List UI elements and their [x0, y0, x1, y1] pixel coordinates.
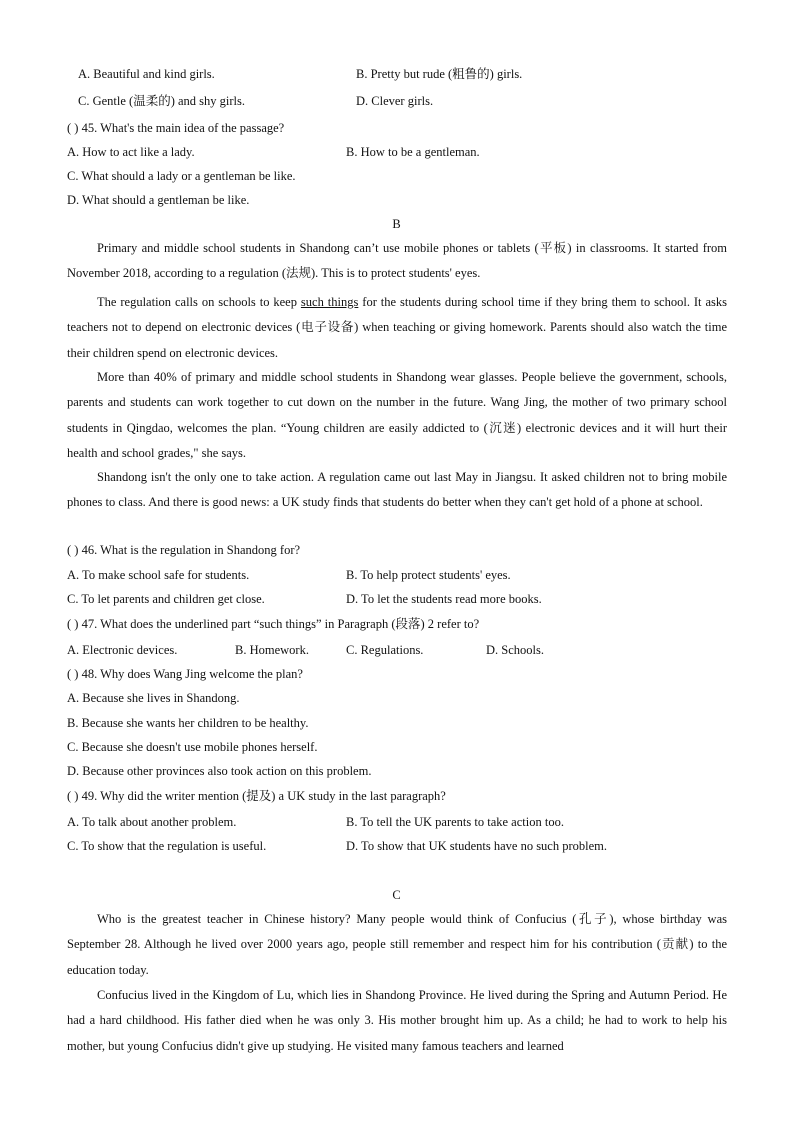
section-b-paragraph-2: The regulation calls on schools to keep such things for the students during school time if they bring them to school. It asks teachers not to depend on electronic devices (电子设备) when teaching or giving homework. Parents should also watch the time their children spend on electronic devices.: [67, 295, 727, 360]
q47-stem: ( ) 47. What does the underlined part “such things” in Paragraph (段落) 2 refer to?: [67, 617, 480, 631]
q48-option-b: B. Because she wants her children to be healthy.: [67, 716, 309, 730]
q49-option-c: C. To show that the regulation is useful.: [67, 839, 267, 853]
section-c-paragraph-1: Who is the greatest teacher in Chinese history? Many people would think of Confucius (孔子), whose birthday was September 28. Although he lived over 2000 years ago, people still remember and respect him for his contribution (贡献) to the education today.: [67, 912, 727, 977]
section-c-paragraph-2: Confucius lived in the Kingdom of Lu, which lies in Shandong Province. He lived during the Spring and Autumn Period. He had a hard childhood. His father died when he was only 3. His mother brought him up. As a child; he had to work to help his mother, but young Confucius didn't give up studying. He visited many famous teachers and learned: [67, 988, 727, 1053]
section-b-paragraph-3: More than 40% of primary and middle school students in Shandong wear glasses. People believe the government, schools, parents and students can work together to cut down on the number in the future. Wang Jing, the mother of two primary school students in Qingdao, welcomes the plan. “Young children are easily addicted to (沉迷) electronic devices and it will hurt their health and school grades," she says.: [67, 370, 727, 460]
q44-option-c: C. Gentle (温柔的) and shy girls.: [78, 94, 245, 108]
underlined-such-things: such things: [300, 295, 359, 309]
q47-option-b: B. Homework.: [235, 643, 309, 657]
section-c-heading: C: [392, 888, 401, 902]
q45-option-a: A. How to act like a lady.: [67, 145, 195, 159]
q49-option-b: B. To tell the UK parents to take action too.: [346, 815, 564, 829]
q44-option-b: B. Pretty but rude (粗鲁的) girls.: [356, 67, 523, 81]
q47-option-c: C. Regulations.: [346, 643, 424, 657]
q44-option-a: A. Beautiful and kind girls.: [78, 67, 215, 81]
q45-option-d: D. What should a gentleman be like.: [67, 193, 250, 207]
q45-option-c: C. What should a lady or a gentleman be like.: [67, 169, 296, 183]
section-b-heading: B: [392, 217, 401, 231]
q46-stem: ( ) 46. What is the regulation in Shandong for?: [67, 543, 301, 557]
q46-option-b: B. To help protect students' eyes.: [346, 568, 511, 582]
q45-stem: ( ) 45. What's the main idea of the passage?: [67, 121, 285, 135]
q46-option-c: C. To let parents and children get close.: [67, 592, 265, 606]
q49-option-a: A. To talk about another problem.: [67, 815, 237, 829]
q49-stem: ( ) 49. Why did the writer mention (提及) a UK study in the last paragraph?: [67, 789, 446, 803]
q48-option-c: C. Because she doesn't use mobile phones herself.: [67, 740, 318, 754]
q47-option-a: A. Electronic devices.: [67, 643, 178, 657]
q49-option-d: D. To show that UK students have no such problem.: [346, 839, 608, 853]
q46-option-a: A. To make school safe for students.: [67, 568, 250, 582]
q48-option-a: A. Because she lives in Shandong.: [67, 691, 240, 705]
q47-option-d: D. Schools.: [486, 643, 544, 657]
q48-option-d: D. Because other provinces also took action on this problem.: [67, 764, 372, 778]
section-b-paragraph-1: Primary and middle school students in Shandong can’t use mobile phones or tablets (平板) in classrooms. It started from November 2018, according to a regulation (法规). This is to protect students' eyes.: [67, 241, 727, 281]
q44-option-d: D. Clever girls.: [356, 94, 434, 108]
q46-option-d: D. To let the students read more books.: [346, 592, 542, 606]
section-b-paragraph-4: Shandong isn't the only one to take action. A regulation came out last May in Jiangsu. It asked children not to bring mobile phones to class. And there is good news: a UK study finds that students do better when they can't get hold of a phone at school.: [67, 470, 727, 510]
q45-option-b: B. How to be a gentleman.: [346, 145, 480, 159]
q48-stem: ( ) 48. Why does Wang Jing welcome the plan?: [67, 667, 303, 681]
